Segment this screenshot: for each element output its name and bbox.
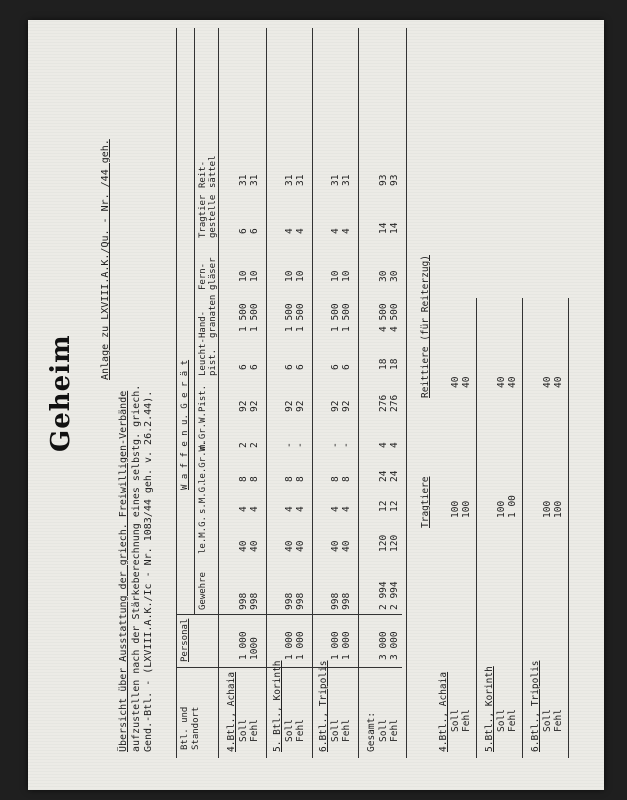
row-rule-1	[312, 28, 313, 758]
animal-fehl-label-2: Fehl	[553, 709, 564, 732]
col-divider-personal	[176, 667, 402, 668]
total-soll-6: 276	[378, 394, 389, 412]
row-name-0: 4.Btl., Achaia	[226, 671, 237, 752]
header-personal: Personal	[180, 618, 190, 662]
title-line-3: Gend.-Btl. - (LXVIII.A.K./Ic - Nr. 1083/44 geh. v. 26.2.44).	[143, 390, 154, 752]
row-0-fehl-8: 1 500	[249, 303, 260, 332]
header-bottom-rule	[218, 28, 219, 758]
header-col-0: Gewehre	[198, 572, 208, 610]
total-fehl-8: 4 500	[389, 303, 400, 332]
row-2-fehl-0: 1 000	[341, 631, 352, 660]
header-col-4: m.Gr.W.	[198, 412, 208, 450]
row-2-fehl-9: 10	[341, 270, 352, 282]
row-2-soll-8: 1 500	[330, 303, 341, 332]
total-fehl-11: 93	[389, 174, 400, 186]
animal-row-name-1: 5.Btl., Korinth	[484, 666, 495, 752]
animal-row-name-2: 6.Btl., Tripolis	[530, 660, 541, 752]
animal-reit-soll-1: 40	[496, 376, 507, 388]
row-0-soll-10: 6	[238, 228, 249, 234]
total-soll-2: 120	[378, 534, 389, 552]
animal-reit-fehl-1: 40	[507, 376, 518, 388]
animal-reit-soll-2: 40	[542, 376, 553, 388]
row-2-fehl-10: 4	[341, 228, 352, 234]
row-0-fehl-3: 4	[249, 506, 260, 512]
header-col-7: Hand-granaten	[198, 294, 218, 338]
animal-fehl-label-1: Fehl	[507, 709, 518, 732]
row-0-fehl-7: 6	[249, 364, 260, 370]
total-soll-11: 93	[378, 174, 389, 186]
animal-soll-label-0: Soll	[450, 709, 461, 732]
header-col-10: Reit-sättel	[198, 155, 218, 188]
animal-rule-1	[522, 298, 523, 758]
row-1-fehl-5: -	[295, 442, 306, 448]
row-2-soll-3: 4	[330, 506, 341, 512]
total-soll-4: 24	[378, 470, 389, 482]
row-1-soll-4: 8	[284, 476, 295, 482]
row-0-fehl-4: 8	[249, 476, 260, 482]
total-fehl-4: 24	[389, 470, 400, 482]
row-1-soll-1: 998	[284, 592, 295, 610]
animal-rule-2	[568, 298, 569, 758]
total-soll-10: 14	[378, 222, 389, 234]
animal-soll-label-2: Soll	[542, 709, 553, 732]
row-1-fehl-1: 998	[295, 592, 306, 610]
row-name-1: 5. Btl., Korinth	[272, 660, 283, 752]
animal-fehl-label-0: Fehl	[461, 709, 472, 732]
total-fehl-9: 30	[389, 270, 400, 282]
row-1-fehl-3: 4	[295, 506, 306, 512]
geheim-stamp: Geheim	[46, 334, 76, 452]
row-2-soll-11: 31	[330, 174, 341, 186]
row-fehl-label-1: Fehl	[295, 719, 306, 742]
row-0-fehl-6: 92	[249, 400, 260, 412]
row-0-fehl-11: 31	[249, 174, 260, 186]
row-0-fehl-0: 1000	[249, 637, 260, 660]
row-rule-2	[358, 28, 359, 758]
row-1-fehl-7: 6	[295, 364, 306, 370]
row-2-fehl-2: 40	[341, 540, 352, 552]
row-soll-label-2: Soll	[330, 719, 341, 742]
row-0-soll-3: 4	[238, 506, 249, 512]
row-1-soll-0: 1 000	[284, 631, 295, 660]
row-fehl-label-2: Fehl	[341, 719, 352, 742]
row-2-fehl-3: 4	[341, 506, 352, 512]
row-1-fehl-8: 1 500	[295, 303, 306, 332]
total-fehl-10: 14	[389, 222, 400, 234]
waffen-header-rule	[194, 28, 195, 614]
total-fehl-2: 120	[389, 534, 400, 552]
row-2-fehl-8: 1 500	[341, 303, 352, 332]
row-2-soll-2: 40	[330, 540, 341, 552]
animal-trag-fehl-2: 100	[553, 500, 564, 518]
row-0-soll-11: 31	[238, 174, 249, 186]
row-2-soll-5: -	[330, 442, 341, 448]
total-soll-9: 30	[378, 270, 389, 282]
row-fehl-label-0: Fehl	[249, 719, 260, 742]
row-2-fehl-11: 31	[341, 174, 352, 186]
total-soll-1: 2 994	[378, 581, 389, 610]
row-0-fehl-1: 998	[249, 592, 260, 610]
total-soll-0: 3 000	[378, 631, 389, 660]
row-0-soll-9: 10	[238, 270, 249, 282]
row-rule-0	[266, 28, 267, 758]
header-reittiere: Reittiere (für Reiterzug)	[420, 255, 431, 398]
animal-reit-soll-0: 40	[450, 376, 461, 388]
row-1-fehl-11: 31	[295, 174, 306, 186]
row-soll-label-1: Soll	[284, 719, 295, 742]
row-2-soll-10: 4	[330, 228, 341, 234]
row-2-soll-1: 998	[330, 592, 341, 610]
total-fehl-5: 4	[389, 442, 400, 448]
header-standort: Standort	[191, 706, 201, 750]
row-0-fehl-5: 2	[249, 442, 260, 448]
total-soll-7: 18	[378, 358, 389, 370]
header-col-1: le.M.G.	[198, 516, 208, 554]
row-0-soll-1: 998	[238, 592, 249, 610]
row-2-soll-7: 6	[330, 364, 341, 370]
header-col-5: Pist.	[198, 384, 208, 412]
col-divider-waffen	[176, 614, 402, 615]
row-1-fehl-10: 4	[295, 228, 306, 234]
row-2-fehl-1: 998	[341, 592, 352, 610]
animal-reit-fehl-2: 40	[553, 376, 564, 388]
total-fehl-7: 18	[389, 358, 400, 370]
row-2-soll-6: 92	[330, 400, 341, 412]
row-1-soll-2: 40	[284, 540, 295, 552]
row-1-fehl-4: 8	[295, 476, 306, 482]
row-1-soll-6: 92	[284, 400, 295, 412]
header-btl: Btl. und	[180, 706, 190, 750]
total-soll-3: 12	[378, 500, 389, 512]
row-1-soll-5: -	[284, 442, 295, 448]
animal-row-name-0: 4.Btl., Achaia	[438, 671, 449, 752]
header-col-3: le.Gr.W.	[198, 440, 208, 484]
row-name-2: 6.Btl., Tripolis	[318, 660, 329, 752]
row-2-fehl-5: -	[341, 442, 352, 448]
row-0-soll-0: 1 000	[238, 631, 249, 660]
header-col-8: Fern-gläser	[198, 257, 218, 290]
row-2-soll-0: 1 000	[330, 631, 341, 660]
animal-reit-fehl-0: 40	[461, 376, 472, 388]
total-name: Gesamt:	[366, 711, 377, 752]
table-top-rule	[176, 28, 177, 758]
header-col-6: Leucht-pist.	[198, 338, 218, 376]
row-1-fehl-6: 92	[295, 400, 306, 412]
row-1-soll-8: 1 500	[284, 303, 295, 332]
animal-trag-soll-1: 100	[496, 500, 507, 518]
row-1-soll-7: 6	[284, 364, 295, 370]
total-soll-label: Soll	[378, 719, 389, 742]
row-1-soll-11: 31	[284, 174, 295, 186]
row-2-fehl-7: 6	[341, 364, 352, 370]
row-0-fehl-2: 40	[249, 540, 260, 552]
row-0-soll-2: 40	[238, 540, 249, 552]
row-0-fehl-9: 10	[249, 270, 260, 282]
row-1-fehl-0: 1 000	[295, 631, 306, 660]
anlage-reference: Anlage zu LXVIII.A.K./Qu. - Nr. /44 geh.	[100, 139, 111, 380]
total-soll-8: 4 500	[378, 303, 389, 332]
row-2-fehl-4: 8	[341, 476, 352, 482]
animal-trag-soll-2: 100	[542, 500, 553, 518]
row-2-soll-4: 8	[330, 476, 341, 482]
row-2-fehl-6: 92	[341, 400, 352, 412]
total-fehl-1: 2 994	[389, 581, 400, 610]
row-1-soll-3: 4	[284, 506, 295, 512]
row-0-soll-6: 92	[238, 400, 249, 412]
total-soll-5: 4	[378, 442, 389, 448]
row-0-soll-4: 8	[238, 476, 249, 482]
row-1-soll-9: 10	[284, 270, 295, 282]
animal-trag-fehl-0: 100	[461, 500, 472, 518]
animal-soll-label-1: Soll	[496, 709, 507, 732]
total-fehl-0: 3 000	[389, 631, 400, 660]
row-1-fehl-2: 40	[295, 540, 306, 552]
title-line-2: aufzustellen nach der Stärkeberechnung eines selbstg. griech.	[131, 384, 142, 752]
title-line-1: Übersicht über Ausstattung der griech. Freiwilligen-Verbände	[118, 390, 129, 752]
row-0-fehl-10: 6	[249, 228, 260, 234]
rotated-content	[28, 20, 604, 790]
row-0-soll-8: 1 500	[238, 303, 249, 332]
row-0-soll-5: 2	[238, 442, 249, 448]
header-col-2: s.M.G.	[198, 481, 208, 514]
row-1-fehl-9: 10	[295, 270, 306, 282]
header-col-9: Tragtier gestelle	[198, 194, 218, 238]
header-waffen: W a f f e n u. G e r ä t	[180, 359, 190, 490]
total-fehl-6: 276	[389, 394, 400, 412]
total-fehl-3: 12	[389, 500, 400, 512]
header-tragtiere: Tragtiere	[420, 476, 431, 528]
document-page	[28, 20, 604, 790]
animal-rule-0	[476, 298, 477, 758]
total-fehl-label: Fehl	[389, 719, 400, 742]
animal-trag-soll-0: 100	[450, 500, 461, 518]
row-2-soll-9: 10	[330, 270, 341, 282]
animal-trag-fehl-1: 1 00	[507, 495, 518, 518]
row-1-soll-10: 4	[284, 228, 295, 234]
row-soll-label-0: Soll	[238, 719, 249, 742]
row-0-soll-7: 6	[238, 364, 249, 370]
total-rule	[406, 28, 407, 758]
